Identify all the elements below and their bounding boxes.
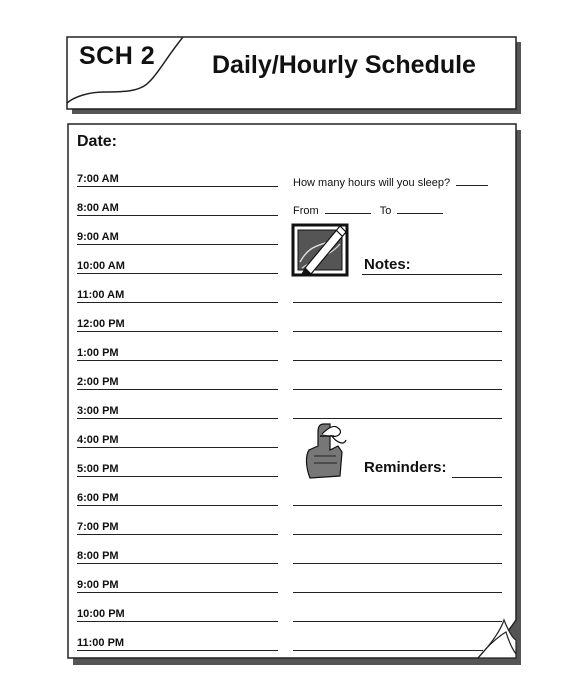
hour-label: 5:00 PM (77, 463, 119, 475)
sleep-range (293, 203, 443, 217)
hour-label: 6:00 PM (77, 492, 119, 504)
hour-row[interactable] (77, 630, 278, 651)
hour-row[interactable] (77, 224, 278, 245)
hour-row[interactable] (77, 282, 278, 303)
pencil-pad-icon (293, 225, 347, 276)
reminders-line[interactable] (293, 592, 502, 593)
hour-label: 10:00 AM (77, 260, 125, 272)
reminders-line[interactable] (293, 650, 483, 651)
notes-heading: Notes: (364, 256, 411, 273)
page-title: Daily/Hourly Schedule (212, 51, 476, 79)
hour-row[interactable] (77, 456, 278, 477)
hour-row[interactable] (77, 514, 278, 535)
hour-row[interactable] (77, 195, 278, 216)
reminders-line[interactable] (293, 563, 502, 564)
reminders-line[interactable] (293, 621, 502, 622)
notes-line[interactable] (293, 389, 502, 390)
hour-label: 8:00 PM (77, 550, 119, 562)
form-code: SCH 2 (79, 42, 156, 70)
hour-row[interactable] (77, 427, 278, 448)
hour-row[interactable] (77, 369, 278, 390)
hour-row[interactable] (77, 601, 278, 622)
hour-row[interactable] (77, 485, 278, 506)
notes-line[interactable] (293, 360, 502, 361)
reminders-line[interactable] (452, 477, 502, 478)
reminders-heading: Reminders: (364, 459, 447, 476)
hour-row[interactable] (77, 572, 278, 593)
hour-label: 9:00 AM (77, 231, 119, 243)
hour-row[interactable] (77, 166, 278, 187)
hour-label: 7:00 AM (77, 173, 119, 185)
hour-label: 10:00 PM (77, 608, 125, 620)
reminders-line[interactable] (293, 534, 502, 535)
sleep-question-text: How many hours will you sleep? (293, 177, 451, 189)
to-blank[interactable] (397, 203, 443, 214)
hour-label: 3:00 PM (77, 405, 119, 417)
notes-line[interactable] (293, 302, 502, 303)
hour-row[interactable] (77, 311, 278, 332)
hour-label: 8:00 AM (77, 202, 119, 214)
hour-label: 11:00 PM (77, 637, 125, 649)
hour-row[interactable] (77, 253, 278, 274)
hour-label: 4:00 PM (77, 434, 119, 446)
notes-line[interactable] (293, 418, 502, 419)
hour-row[interactable] (77, 398, 278, 419)
hour-row[interactable] (77, 543, 278, 564)
to-label: To (379, 205, 392, 217)
hour-label: 12:00 PM (77, 318, 125, 330)
notes-line[interactable] (293, 331, 502, 332)
hour-row[interactable] (77, 340, 278, 361)
date-label: Date: (77, 133, 118, 150)
from-label: From (293, 205, 319, 217)
reminders-line[interactable] (293, 505, 502, 506)
hour-label: 2:00 PM (77, 376, 119, 388)
sleep-question (293, 175, 488, 189)
hour-label: 9:00 PM (77, 579, 119, 591)
hour-label: 7:00 PM (77, 521, 119, 533)
notes-line[interactable] (362, 274, 502, 275)
from-blank[interactable] (325, 203, 371, 214)
sleep-hours-blank[interactable] (456, 175, 488, 186)
hour-label: 11:00 AM (77, 289, 125, 301)
hour-label: 1:00 PM (77, 347, 119, 359)
